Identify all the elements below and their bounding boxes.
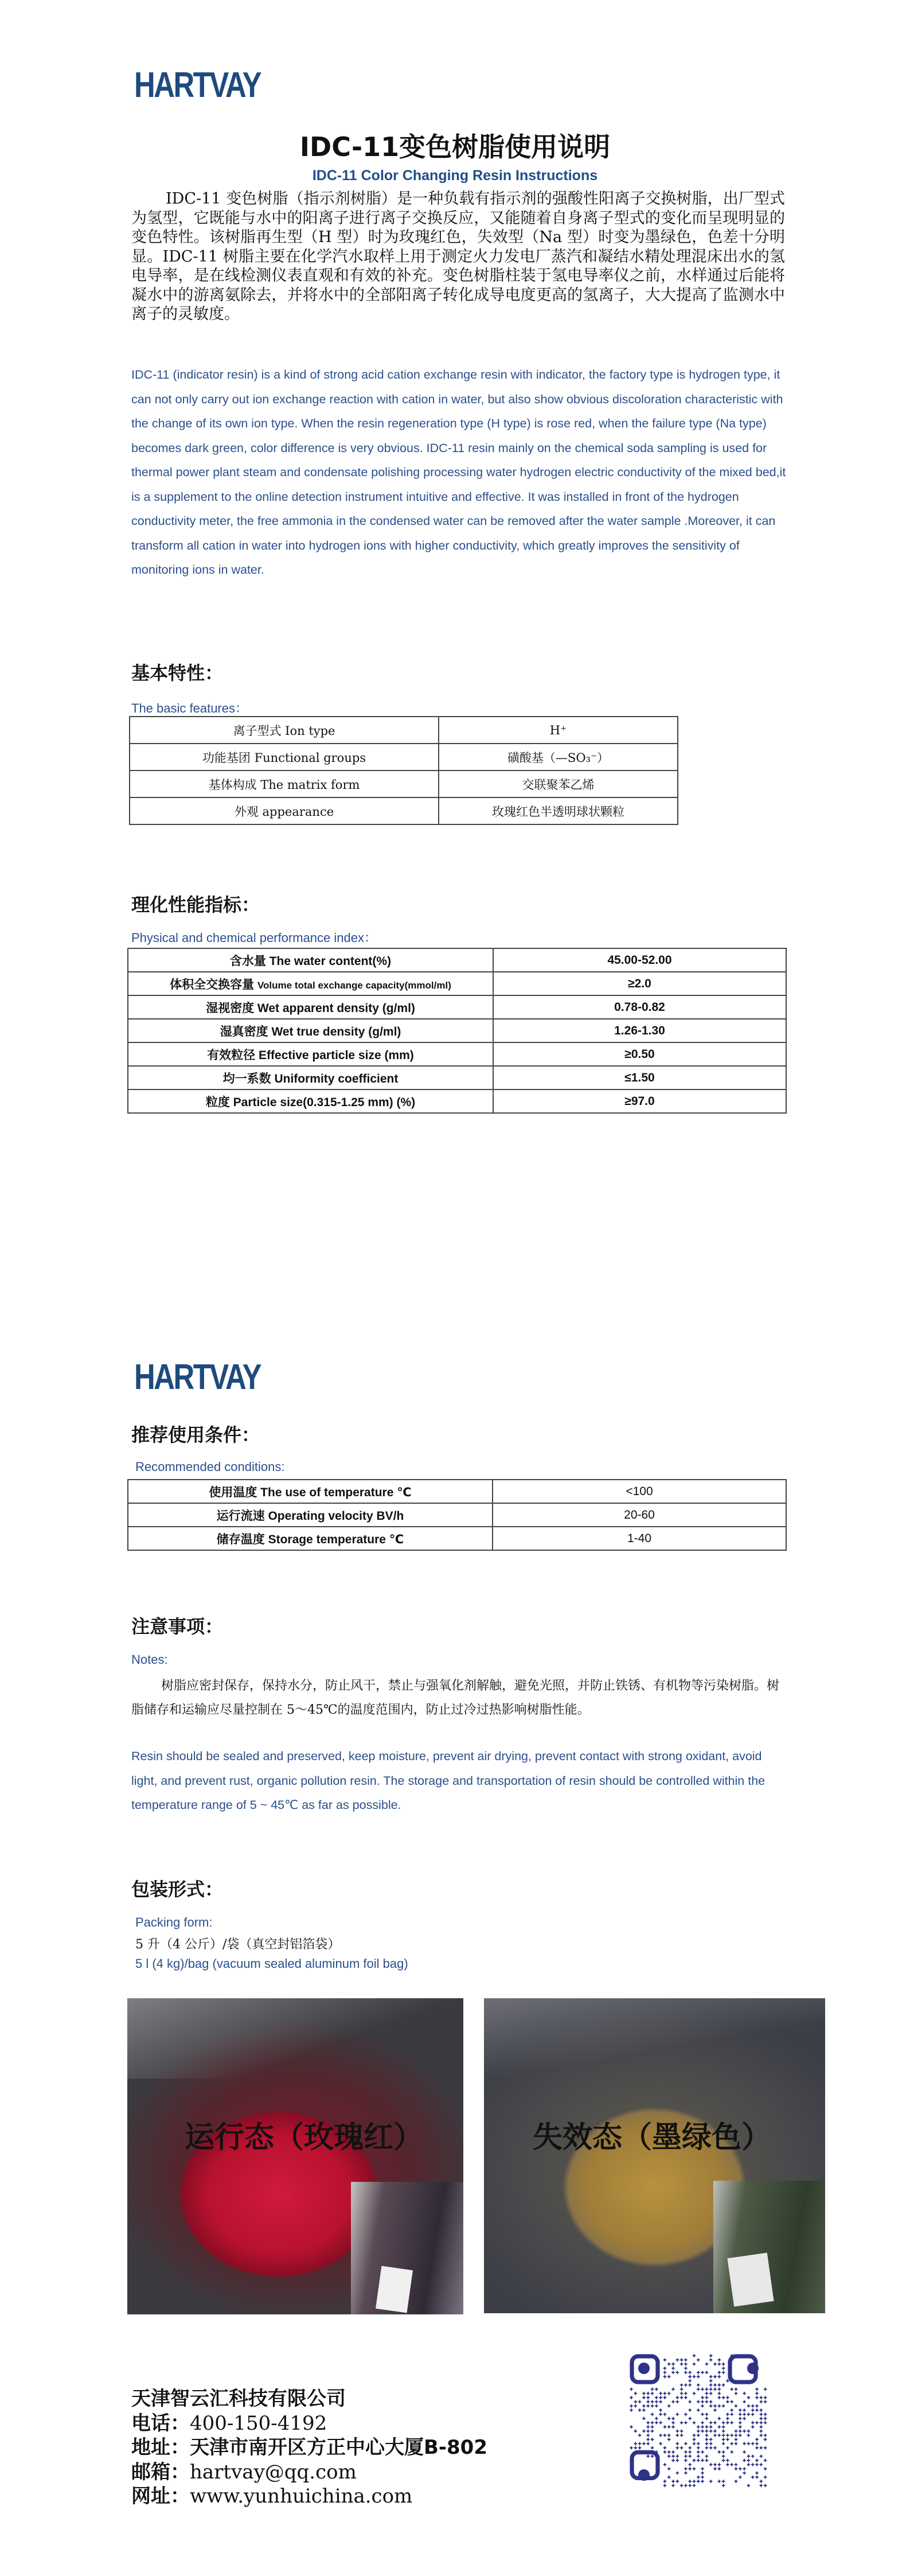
performance-value: 1.26-1.30 xyxy=(493,1019,786,1042)
address-value: 天津市南开区方正中心大厦B-802 xyxy=(190,2436,487,2459)
website-link[interactable]: www.yunhuichina.com xyxy=(190,2485,413,2508)
condition-label xyxy=(128,1527,493,1550)
glass-reflection xyxy=(484,1998,825,2079)
notes-english: Resin should be sealed and preserved, keep moisture, prevent air drying, prevent contact with strong oxidant, avoid light, and prevent rust, organic pollution resin. The storage and transportation of resin should be controlled within the temperature range of 5 ~ 45℃ as far as possible. xyxy=(131,1749,766,1812)
table-row xyxy=(128,972,786,995)
label-chinese: 有效粒径 xyxy=(207,1048,256,1062)
table-row xyxy=(128,995,786,1019)
notes-chinese: 树脂应密封保存，保持水分，防止风干，禁止与强氧化剂解触，避免光照，并防止铁锈、有机物等污染树脂。树脂储存和运输应尽量控制在 5～45℃的温度范围内，防止过冷过热影响树脂性能。 xyxy=(131,1679,780,1717)
page-subtitle: IDC-11 Color Changing Resin Instructions xyxy=(312,168,598,184)
packing-english: 5 l (4 kg)/bag (vacuum sealed aluminum foil bag) xyxy=(135,1956,408,1971)
feature-label: 功能基团 Functional groups xyxy=(130,744,439,771)
label-chinese: 湿真密度 xyxy=(220,1024,268,1038)
table-row xyxy=(130,771,678,797)
email-link[interactable]: hartvay@qq.com xyxy=(190,2460,357,2484)
packing-chinese: 5 升（4 公斤）/袋（真空封铝箔袋） xyxy=(135,1937,341,1952)
condition-label xyxy=(128,1503,493,1527)
address-label: 地址： xyxy=(131,2436,190,2459)
packing-subheading: Packing form: xyxy=(135,1915,213,1929)
label-chinese: 使用温度 xyxy=(209,1485,257,1499)
basic-features-table xyxy=(129,716,678,825)
photo-active-state xyxy=(127,1998,463,2314)
feature-value: 磺酸基（—SO₃⁻） xyxy=(439,744,678,771)
table-row xyxy=(128,1042,786,1066)
website-label: 网址： xyxy=(131,2485,190,2508)
packing-heading: 包装形式： xyxy=(131,1878,224,1900)
table-row xyxy=(128,1480,786,1503)
table-row xyxy=(128,1019,786,1042)
table-row xyxy=(128,948,786,972)
performance-value: 45.00-52.00 xyxy=(493,948,786,972)
performance-label xyxy=(128,1066,493,1089)
page-title: IDC-11变色树脂使用说明 xyxy=(299,131,611,162)
qr-code-icon xyxy=(630,2354,767,2489)
performance-table xyxy=(127,948,787,1114)
label-chinese: 含水量 xyxy=(229,954,266,968)
label-chinese: 湿视密度 xyxy=(206,1001,255,1015)
inset-bag-photo xyxy=(351,2182,463,2314)
performance-label xyxy=(128,995,493,1019)
photo-label-failed: 失效态（墨绿色） xyxy=(533,2120,772,2155)
table-row xyxy=(130,797,678,824)
conditions-heading: 推荐使用条件： xyxy=(131,1424,260,1446)
label-chinese: 均一系数 xyxy=(222,1071,271,1085)
performance-label xyxy=(128,1019,493,1042)
performance-value: 0.78-0.82 xyxy=(493,995,786,1019)
conditions-table xyxy=(127,1479,787,1551)
phone-label: 电话： xyxy=(131,2411,190,2435)
label-english: Effective particle size (mm) xyxy=(259,1048,414,1062)
table-row xyxy=(128,1527,786,1550)
basic-features-heading: 基本特性： xyxy=(131,662,224,684)
performance-value: ≥97.0 xyxy=(493,1089,786,1113)
conditions-subheading: Recommended conditions: xyxy=(135,1460,285,1474)
glass-reflection xyxy=(127,1998,463,2079)
label-chinese: 运行流速 xyxy=(216,1508,265,1523)
label-english: Volume total exchange capacity(mmol/ml) xyxy=(257,979,451,991)
label-english: Wet true density (g/ml) xyxy=(271,1025,401,1038)
photo-failed-state xyxy=(484,1998,825,2313)
label-english: The use of temperature ℃ xyxy=(260,1485,412,1499)
inset-bag-photo xyxy=(713,2181,825,2313)
label-chinese: 体积全交换容量 xyxy=(170,977,255,991)
table-row xyxy=(128,1503,786,1527)
label-chinese: 粒度 xyxy=(205,1095,230,1109)
brand-logo: HARTVAY xyxy=(134,65,261,105)
performance-heading: 理化性能指标： xyxy=(131,894,260,916)
brand-logo-page2: HARTVAY xyxy=(134,1357,261,1397)
label-english: Uniformity coefficient xyxy=(274,1072,399,1085)
photo-label-active: 运行态（玫瑰红） xyxy=(185,2120,424,2155)
feature-value: 交联聚苯乙烯 xyxy=(439,771,678,797)
table-row xyxy=(130,717,678,744)
notes-subheading: Notes: xyxy=(131,1652,168,1667)
feature-label: 外观 appearance xyxy=(130,797,439,824)
table-row xyxy=(130,744,678,771)
feature-label: 离子型式 Ion type xyxy=(130,717,439,744)
condition-value: 20-60 xyxy=(493,1503,786,1527)
performance-value: ≥0.50 xyxy=(493,1042,786,1066)
condition-value: 1-40 xyxy=(493,1527,786,1550)
condition-value: <100 xyxy=(493,1480,786,1503)
contact-block xyxy=(131,2387,487,2509)
label-chinese: 储存温度 xyxy=(216,1532,265,1546)
table-row xyxy=(128,1089,786,1113)
label-english: Storage temperature ℃ xyxy=(268,1532,404,1546)
label-english: Operating velocity BV/h xyxy=(268,1509,404,1523)
condition-label xyxy=(128,1480,493,1503)
phone-number[interactable]: 400-150-4192 xyxy=(190,2411,327,2435)
bag-label xyxy=(727,2253,774,2307)
performance-value: ≤1.50 xyxy=(493,1066,786,1089)
performance-value: ≥2.0 xyxy=(493,972,786,995)
label-english: The water content(%) xyxy=(269,954,392,968)
performance-label xyxy=(128,972,493,995)
intro-chinese: IDC-11 变色树脂（指示剂树脂）是一种负载有指示剂的强酸性阳离子交换树脂，出厂型式为氢型，它既能与水中的阳离子进行离子交换反应，又能随着自身离子型式的变化而呈现明显的变色特性。该树脂再生型（H 型）时为玫瑰红色，失效型（Na 型）时变为墨绿色，色差十分明显。IDC-11 树脂主要在化学汽水取样上用于测定火力发电厂蒸汽和凝结水精处理混床出水的氢电导率，是在线检测仪表直观和有效的补充。变色树脂柱装于氢电导率仪之前，水样通过后能将凝水中的游离氨除去，并将水中的全部阳离子转化成导电度更高的氢离子，大大提高了监测水中离子的灵敏度。 xyxy=(131,190,785,323)
table-row xyxy=(128,1066,786,1089)
performance-label xyxy=(128,1089,493,1113)
feature-value: H⁺ xyxy=(439,717,678,744)
performance-label xyxy=(128,1042,493,1066)
feature-label: 基体构成 The matrix form xyxy=(130,771,439,797)
notes-heading: 注意事项： xyxy=(131,1616,224,1637)
bag-label xyxy=(376,2266,413,2313)
basic-features-subheading: The basic features： xyxy=(131,701,248,715)
label-english: Wet apparent density (g/ml) xyxy=(257,1001,415,1015)
email-label: 邮箱： xyxy=(131,2460,190,2484)
performance-subheading: Physical and chemical performance index： xyxy=(131,931,377,945)
feature-value: 玫瑰红色半透明球状颗粒 xyxy=(439,797,678,824)
performance-label xyxy=(128,948,493,972)
company-name: 天津智云汇科技有限公司 xyxy=(131,2387,346,2410)
label-english: Particle size(0.315-1.25 mm) (%) xyxy=(233,1095,416,1109)
intro-english: IDC-11 (indicator resin) is a kind of strong acid cation exchange resin with indicator, the factory type is hydrogen type, it can not only carry out ion exchange reaction with cation in water, but also show obvious discoloration characteristic with the change of its own ion type. When the resin regeneration type (H type) is rose red, when the failure type (Na type) becomes dark green, color difference is very obvious. IDC-11 resin mainly on the chemical soda sampling is used for thermal power plant steam and condensate polishing processing water hydrogen electric conductivity of the mixed bed,it is a supplement to the online detection instrument intuitive and effective. It was installed in front of the hydrogen conductivity meter, the free ammonia in the condensed water can be removed after the water sample .Moreover, it can transform all cation in water into hydrogen ions with higher conductivity, which greatly improves the sensitivity of monitoring ions in water. xyxy=(131,368,786,577)
